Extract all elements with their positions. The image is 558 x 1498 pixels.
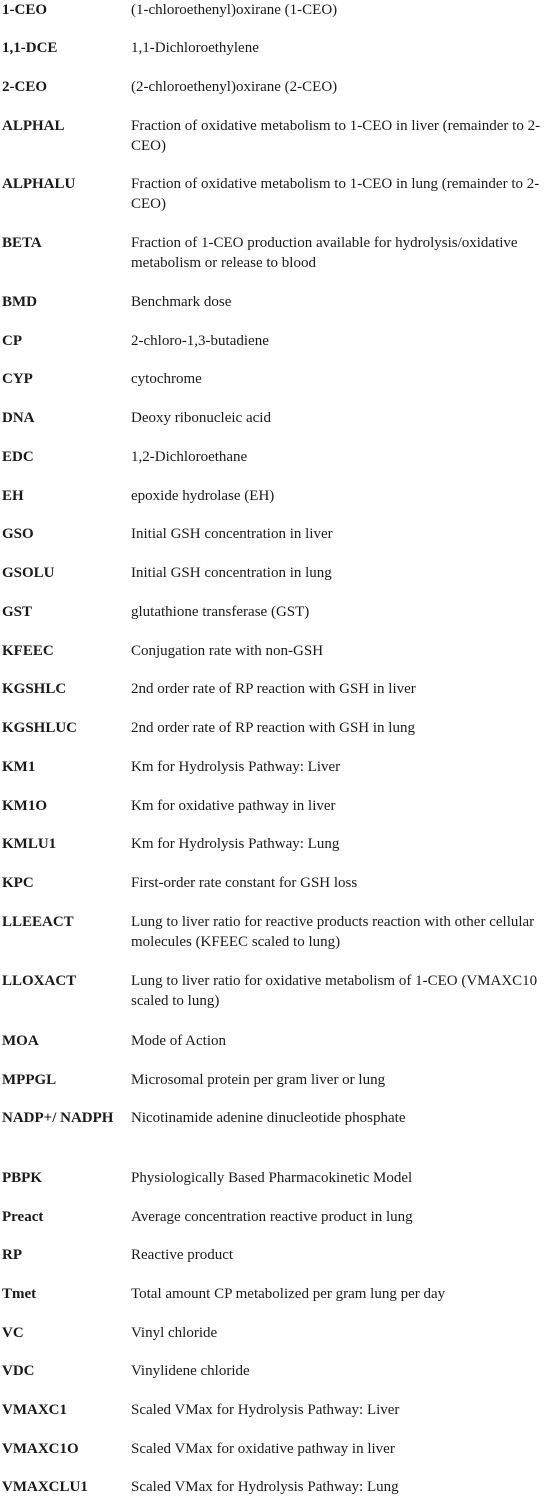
glossary-definition: Km for Hydrolysis Pathway: Lung [131,836,340,852]
glossary-row [0,1108,558,1128]
glossary-definition: Total amount CP metabolized per gram lung per day [131,1286,446,1302]
glossary-term: Preact [2,1209,44,1225]
glossary-term: VMAXC1O [2,1441,79,1457]
glossary-term: Tmet [2,1286,37,1302]
glossary-definition: Benchmark dose [131,294,232,310]
glossary-row [0,641,558,661]
glossary-term: MOA [2,1033,39,1049]
glossary-term: VDC [2,1363,35,1379]
glossary-definition: cytochrome [131,371,202,387]
glossary-definition: Microsomal protein per gram liver or lung [131,1072,386,1088]
glossary-row [0,1323,558,1343]
glossary-definition: Vinylidene chloride [131,1363,250,1379]
glossary-term: BMD [2,294,37,310]
glossary-row [0,0,558,20]
glossary-row [0,1207,558,1227]
glossary-term: GSOLU [2,565,55,581]
glossary-term: CP [2,333,22,349]
glossary-definition: Reactive product [131,1247,234,1263]
glossary-definition: Lung to liver ratio for reactive products reaction with other cellular molecules (KFEEC scaled to lung) [131,914,535,950]
glossary-row [0,757,558,777]
glossary-term: CYP [2,371,33,387]
glossary-definition: glutathione transferase (GST) [131,604,310,620]
glossary-term: KPC [2,875,34,891]
glossary-term: KFEEC [2,643,54,659]
glossary-row [0,331,558,351]
glossary-definition: Scaled VMax for Hydrolysis Pathway: Liver [131,1402,400,1418]
glossary-row [0,1070,558,1090]
glossary-term: LLOXACT [2,973,77,989]
glossary-row [0,602,558,622]
glossary-row [0,796,558,816]
glossary-row [0,77,558,97]
glossary-row [0,834,558,854]
glossary-term: VMAXCLU1 [2,1479,88,1495]
glossary-definition: Initial GSH concentration in liver [131,526,333,542]
glossary-term: RP [2,1247,22,1263]
glossary-definition: Km for Hydrolysis Pathway: Liver [131,759,341,775]
glossary-row [0,1168,558,1188]
glossary-definition: 1,2-Dichloroethane [131,449,248,465]
glossary-definition: 2nd order rate of RP reaction with GSH in liver [131,681,416,697]
glossary-term: 1,1-DCE [2,40,58,56]
glossary-row [0,873,558,893]
glossary-definition: Scaled VMax for oxidative pathway in liver [131,1441,395,1457]
glossary-definition: Km for oxidative pathway in liver [131,798,336,814]
glossary-row [0,1245,558,1265]
glossary-term: EH [2,488,24,504]
glossary-term: GST [2,604,33,620]
glossary-row [0,408,558,428]
glossary-row [0,1477,558,1497]
glossary-term: VMAXC1 [2,1402,67,1418]
glossary-definition: Fraction of oxidative metabolism to 1-CEO in liver (remainder to 2-CEO) [131,118,541,154]
glossary-definition: Nicotinamide adenine dinucleotide phosphate [131,1110,406,1126]
glossary-row [0,174,558,214]
glossary-definition: Fraction of oxidative metabolism to 1-CEO in lung (remainder to 2-CEO) [131,176,540,212]
glossary-term: KGSHLC [2,681,67,697]
glossary-row [0,679,558,699]
glossary-term: MPPGL [2,1072,57,1088]
glossary-row [0,369,558,389]
glossary-definition: 2-chloro-1,3-butadiene [131,333,269,349]
glossary-definition: Average concentration reactive product in lung [131,1209,413,1225]
glossary-term: LLEEACT [2,914,74,930]
glossary-term: DNA [2,410,35,426]
glossary-row [0,971,558,1011]
glossary-row [0,233,558,273]
glossary-definition: 2nd order rate of RP reaction with GSH in lung [131,720,415,736]
glossary-term: KMLU1 [2,836,57,852]
glossary-term: BETA [2,235,42,251]
glossary-term: KGSHLUC [2,720,78,736]
glossary-term: 1-CEO [2,2,47,18]
glossary-definition: epoxide hydrolase (EH) [131,488,275,504]
glossary-definition: Scaled VMax for Hydrolysis Pathway: Lung [131,1479,399,1495]
glossary-definition: (1-chloroethenyl)oxirane (1-CEO) [131,2,338,18]
glossary-term: NADP+/ NADPH [2,1110,114,1126]
glossary-row [0,912,558,952]
glossary-row [0,718,558,738]
glossary-row [0,524,558,544]
glossary-definition: Conjugation rate with non-GSH [131,643,324,659]
glossary-term: PBPK [2,1170,42,1186]
glossary-term: KM1 [2,759,36,775]
glossary-row [0,292,558,312]
glossary-row [0,1284,558,1304]
glossary-definition: Fraction of 1-CEO production available for hydrolysis/oxidative metabolism or release to blood [131,235,518,271]
glossary-definition: Vinyl chloride [131,1325,218,1341]
glossary-row [0,38,558,58]
glossary-definition: Deoxy ribonucleic acid [131,410,271,426]
glossary-row [0,563,558,583]
glossary-definition: Lung to liver ratio for oxidative metabolism of 1-CEO (VMAXC10 scaled to lung) [131,973,538,1009]
glossary-definition: 1,1-Dichloroethylene [131,40,259,56]
glossary-row [0,1361,558,1381]
glossary-definition: Mode of Action [131,1033,226,1049]
glossary-row [0,1439,558,1459]
glossary-row [0,1031,558,1051]
glossary-term: EDC [2,449,34,465]
glossary-definition: First-order rate constant for GSH loss [131,875,358,891]
glossary-term: KM1O [2,798,47,814]
glossary-definition: (2-chloroethenyl)oxirane (2-CEO) [131,79,338,95]
glossary-definition: Physiologically Based Pharmacokinetic Model [131,1170,413,1186]
glossary-term: GSO [2,526,34,542]
glossary-row [0,116,558,156]
glossary-row [0,486,558,506]
glossary-term: VC [2,1325,24,1341]
glossary-row [0,447,558,467]
glossary-term: ALPHAL [2,118,65,134]
glossary-term: 2-CEO [2,79,47,95]
glossary-term: ALPHALU [2,176,76,192]
glossary-row [0,1400,558,1420]
glossary-definition: Initial GSH concentration in lung [131,565,332,581]
